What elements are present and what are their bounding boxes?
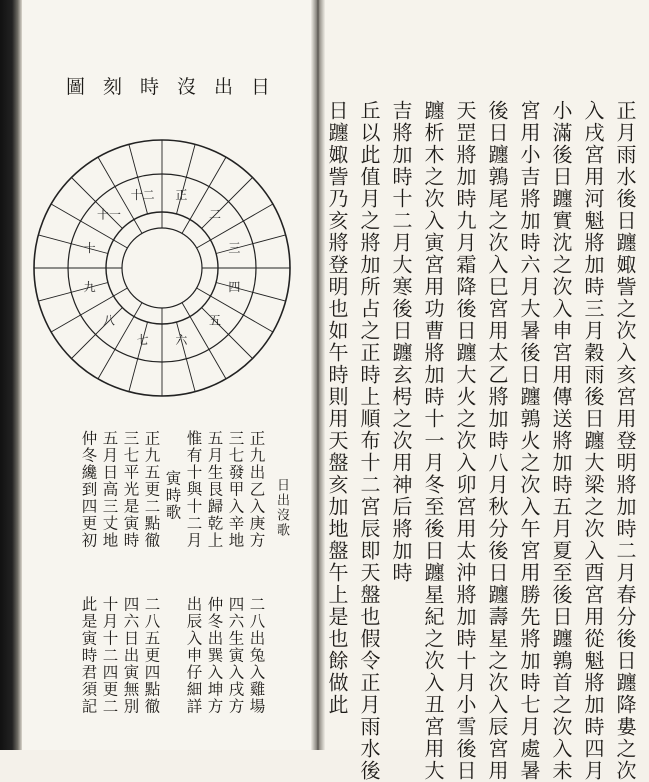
dial-month-label: 六 bbox=[175, 332, 188, 347]
song-line-lower: 四六日出寅無別 bbox=[121, 596, 140, 715]
dial-month-label: 正 bbox=[175, 188, 188, 203]
song-line-lower: 四六生寅入戌方 bbox=[226, 596, 245, 715]
text-column: 宮用小吉將加時六月大暑後日躔鶉火之次入午宮用勝先將加時七月處暑 bbox=[517, 100, 541, 782]
dial-month-label: 二 bbox=[208, 207, 222, 222]
text-column: 入戌宮用河魁將加時三月穀雨後日躔大梁之次入酉宮用從魁將加時四月 bbox=[581, 100, 605, 782]
song-line-upper: 五月生艮歸乾上 bbox=[205, 430, 224, 549]
song-line-lower: 十月十二四更二 bbox=[100, 596, 119, 715]
diagram-title: 日出沒時刻圖 bbox=[65, 76, 288, 98]
text-column: 小滿後日躔實沈之次入申宮用傳送將加時五月夏至後日躔鶉首之次入未 bbox=[549, 100, 573, 782]
song-line-upper: 仲冬纔到四更初 bbox=[79, 430, 98, 549]
song-line-upper: 寅時歌 bbox=[163, 470, 182, 521]
song-line-upper: 三七平光是寅時 bbox=[121, 430, 140, 549]
text-column: 天罡將加時九月霜降後日躔大火之次入卯宮用太沖將加時十月小雪後日 bbox=[453, 100, 477, 782]
song-line-upper: 三七發甲入辛地 bbox=[226, 430, 245, 549]
dial-month-label: 七 bbox=[136, 332, 149, 347]
song-line-lower: 二八五更四點徹 bbox=[142, 596, 161, 715]
song-line-lower: 仲冬出巽入坤方 bbox=[205, 596, 224, 715]
song-line-upper: 正九五更二點徹 bbox=[142, 430, 161, 549]
song-line-upper: 五月日高三丈地 bbox=[100, 430, 119, 549]
text-column: 躔析木之次入寅宮用功曹將加時十一月冬至後日躔星紀之次入丑宮用大 bbox=[421, 100, 445, 782]
dial-month-label: 四 bbox=[228, 279, 241, 294]
text-column: 吉將加時十二月大寒後日躔玄枵之次用神后將加時 bbox=[389, 100, 413, 584]
dial-month-label: 十二 bbox=[130, 188, 155, 203]
song-line-upper: 正九出乙入庚方 bbox=[247, 430, 266, 549]
song-line-lower: 此是寅時君須記 bbox=[79, 596, 98, 715]
text-column: 日躔娵訾乃亥將登明也如午時則用天盤亥加地盤午上是也餘做此 bbox=[325, 100, 349, 716]
dial-month-label: 十一 bbox=[96, 207, 122, 222]
text-column: 正月雨水後日躔娵訾之次入亥宮用登明將加時二月春分後日躔降婁之次 bbox=[613, 100, 637, 782]
song-line-lower: 二八出兔入雞場 bbox=[247, 596, 266, 715]
dial-month-label: 十 bbox=[83, 241, 96, 256]
text-column: 後日躔鶉尾之次入巳宮用太乙將加時八月秋分後日躔壽星之次入辰宮用 bbox=[485, 100, 509, 782]
song-title: 日出沒歌 bbox=[274, 478, 289, 538]
dial-month-label: 八 bbox=[102, 313, 116, 328]
dial-month-label: 九 bbox=[83, 279, 96, 294]
dial-month-label: 五 bbox=[208, 313, 222, 328]
song-line-lower: 出辰入申仔細詳 bbox=[184, 596, 203, 715]
sunrise-sunset-dial bbox=[24, 130, 300, 406]
book-gutter bbox=[311, 0, 325, 750]
text-column: 丘以此值月之將加所占之正時上順布十二宮辰即天盤也假令正月雨水後 bbox=[357, 100, 381, 782]
dial-month-label: 三 bbox=[228, 241, 241, 256]
book-spine-edge bbox=[0, 0, 22, 750]
song-line-upper: 惟有十與十二月 bbox=[184, 430, 203, 549]
